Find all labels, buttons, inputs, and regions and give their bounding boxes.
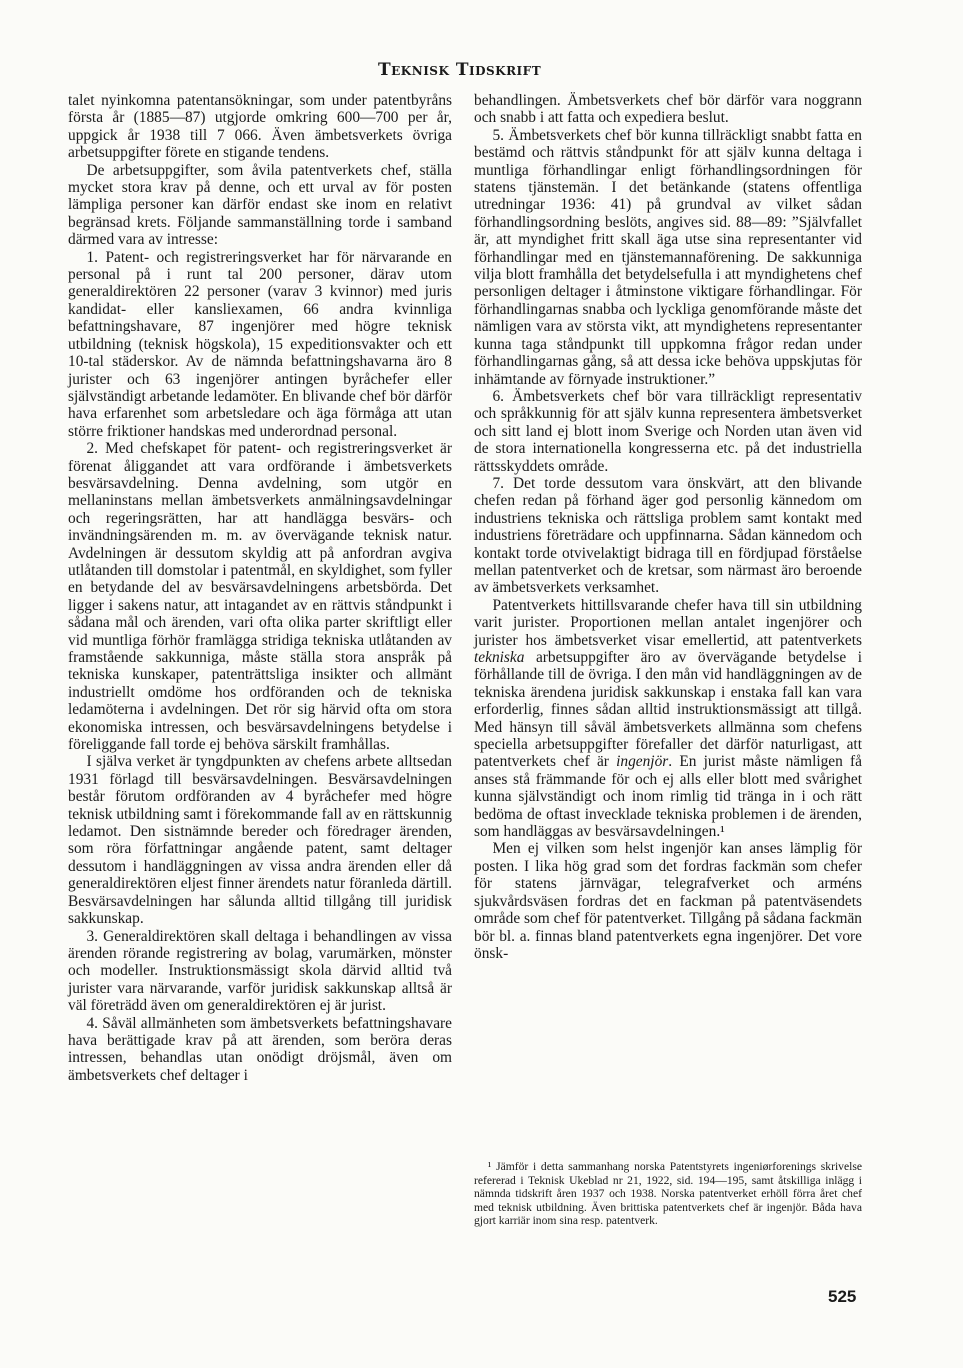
text-run: arbetsuppgifter äro av övervägande betydelse i förhållande till de övriga. I den mån vid handläggningen av de tekniska ärendena juridisk sakkunskap i enstaka fall kan vara erforderlig, finnes sådan alltid instruktionsmässigt att tillgå. Med hänsyn till såväl ämbetsverkets allmänna som chefens speciella arbetsuppgifter förefaller det därför naturligast, att patentverkets chef är bbox=[474, 649, 862, 771]
paragraph-emphasis bbox=[474, 597, 862, 841]
paragraph: 7. Det torde dessutom vara önskvärt, att den blivande chefen redan på förhand äger god personlig kännedom om industriens tekniska och rättsliga problem samt kontakt med industriens företrädare och uppfinnarna. Sådan kännedom och kontakt torde otvivelaktigt bidraga till en fördjupad förståelse mellan patentverket och de kretsar, som närmast äro beroende av ämbetsverkets verksamhet. bbox=[474, 474, 862, 597]
paragraph: behandlingen. Ämbetsverkets chef bör därför vara noggrann och snabb i att fatta och expediera beslut. bbox=[474, 92, 862, 127]
paragraph: 2. Med chefskapet för patent- och registreringsverket är förenat åliggandet att vara ordförande i ämbetsverkets besvärsavdelning. Denna avdelning, som utgör en mellaninstans mellan ämbetsverkets anmälningsavdelningar och regeringsrätten, har att handlägga besvärs- och invändningsärenden m. m. av övervägande teknisk natur. Avdelningen är dessutom skyldig att på anfordran avgiva utlåtanden till domstolar i patentmål, en skyldighet, som fyller en betydande del av besvärsavdelningens arbetsbörda. Det ligger i sakens natur, att intagandet av en rättvis ståndpunkt i sådana mål och ärenden, vari ofta olika parter skriftligt eller vid muntliga förhör framlägga stridiga tekniska utlåtanden av framstående sakkunniga, måste ställa stora anspråk på tekniska kunskaper, patenträttsliga insikter och allmänt industriellt omdöme hos ordföranden och de tekniska ledamöterna i avdelningen. Det rör sig härvid ofta om stora ekonomiska intressen, och besvärsavdelningens betydelse i föreliggande fall torde ej behöva särskilt framhållas. bbox=[68, 440, 452, 754]
footnote: ¹ Jämför i detta sammanhang norska Patentstyrets ingeniørforenings skrivelse refererad i Teknisk Ukeblad nr 21, 1922, sid. 194—195, samt åtskilliga inlägg i nämnda tidskrift åren 1937 och 1938. Norska patentverket erhöll förra året chef med teknisk utbildning. Även brittiska patentverkets chef är ingenjör. Båda hava gjort karriär inom sina resp. patentverk. bbox=[474, 1160, 862, 1228]
text-run: . En jurist måste nämligen få anses stå främmande för och ej alls eller blott med svårighet kunna självständigt och inom rimlig tid tränga in i och rätt bedöma de oftast invecklade tekniska problemen i de ärenden, som handläggas av besvärsavdelningen.¹ bbox=[474, 753, 862, 841]
paragraph: De arbetsuppgifter, som åvila patentverkets chef, ställa mycket stora krav på denne, och ett urval av för posten lämpliga personer kan därför endast ske inom en relativt begränsad krets. Följande sammanställning torde i samband därmed vara av intresse: bbox=[68, 161, 452, 249]
left-text-column bbox=[68, 92, 452, 1084]
paragraph: 6. Ämbetsverkets chef bör vara tillräckligt representativ och språkkunnig för att själv kunna representera ämbetsverket och sitt land ej blott inom Sverige och Norden utan även vid de stora internationella kongresserna etc. på det industriella rättsskyddets område. bbox=[474, 387, 862, 475]
paragraph: 5. Ämbetsverkets chef bör kunna tillräckligt snabbt fatta en bestämd och rättvis ståndpunkt för att själv kunna deltaga i muntliga förhandlingar enligt förhandlingsordningen för statens tjänstemän. I det betänkande (statens offentliga utredningar 1936: 41) på grundval av vilket sådan förhandlingsordning beslöts, angives sid. 88—89: ”Självfallet är, att myndighet fritt skall äga utse sina representanter vid förhandlingar med en tjänstemannaförening. De sakkunniga vilja blott framhålla det betydelsefulla i att myndighetens chef personligen deltager i åtminstone viktigare förhandlingar. För förhandlingarnas snabba och lyckliga genomförande måste det nämligen vara av största vikt, att myndighetens representanter kunna taga ståndpunkt till uppkomna frågor redan under förhandlingarnas gång, så att dessa icke behöva uppskjutas för inhämtande av förnyade instruktioner.” bbox=[474, 126, 862, 388]
journal-header: Teknisk Tidskrift bbox=[378, 60, 542, 80]
right-text-column bbox=[474, 92, 862, 962]
paragraph: talet nyinkomna patentansökningar, som under patentbyråns första år (1885—87) utgjorde omkring 600—700 per år, uppgick år 1938 till 7 066. Även ämbetsverkets övriga arbetsuppgifter förete en stigande tendens. bbox=[68, 92, 452, 162]
emphasis-tekniska: tekniska bbox=[474, 649, 525, 666]
text-run: Patentverkets hittillsvarande chefer hava till sin utbildning varit jurister. Proportionen mellan antalet ingenjörer och jurister hos ämbetsverket visar emellertid, att patentverkets bbox=[474, 596, 862, 649]
paragraph: Men ej vilken som helst ingenjör kan anses lämplig för posten. I lika hög grad som det fordras fackmän som chefer för statens järnvägar, telegrafverket och arméns sjukvårdsväsen fordras det en fackman på patentväsendets område som chef för patentverket. Tillgång på sådana fackmän bör bl. a. finnas bland patentverkets egna ingenjörer. Det vore önsk- bbox=[474, 840, 862, 962]
paragraph: 3. Generaldirektören skall deltaga i behandlingen av vissa ärenden rörande registrering av bolag, varumärken, mönster och modeller. Instruktionsmässigt skola därvid alltid två jurister vara närvarande, varför juridisk sakkunskap alltså är väl företrädd även om generaldirektören ej är jurist. bbox=[68, 927, 452, 1015]
emphasis-ingenjor: ingenjör bbox=[616, 753, 669, 771]
paragraph: I själva verket är tyngdpunkten av chefens arbete alltsedan 1931 förlagd till besvärsavdelningen. Besvärsavdelningen består förutom ordföranden av 4 byråchefer med högre teknisk utbildning samt i förekommande fall av en rättskunnig ledamot. Den sistnämnde bereder och föredrager ärenden, som röra författningar angående patent, samt deltager dessutom i handläggningen av vissa andra ärenden eller då generaldirektören eljest finner ärendets natur föranleda därtill. Besvärsavdelningen har sålunda alltid tillgång till juridisk sakkunskap. bbox=[68, 753, 452, 928]
page-number: 525 bbox=[828, 1287, 857, 1306]
paragraph: 1. Patent- och registreringsverket har för närvarande en personal på i runt tal 200 personer, därav utom generaldirektören 22 personer (varav 3 kvinnor) med juris kandidat- eller kansliexamen, 66 andra kvinnliga befattningshavare, 87 ingenjörer med högre teknisk utbildning (teknisk högskola), 15 expeditionsvakter och ett 10-tal städerskor. Av de nämnda befattningshavarna äro 8 jurister och 63 ingenjörer antingen byråchefer eller självständigt arbetande ledamöter. En blivande chef bör därför hava erfarenhet som arbetsledare och äga förmåga att utan större friktioner handskas med underordnad personal. bbox=[68, 248, 452, 440]
paragraph: 4. Såväl allmänheten som ämbetsverkets befattningshavare hava berättigade krav på att ärenden, som beröra deras intressen, behandlas utan onödigt dröjsmål, även om ämbetsverkets chef deltager i bbox=[68, 1014, 452, 1084]
